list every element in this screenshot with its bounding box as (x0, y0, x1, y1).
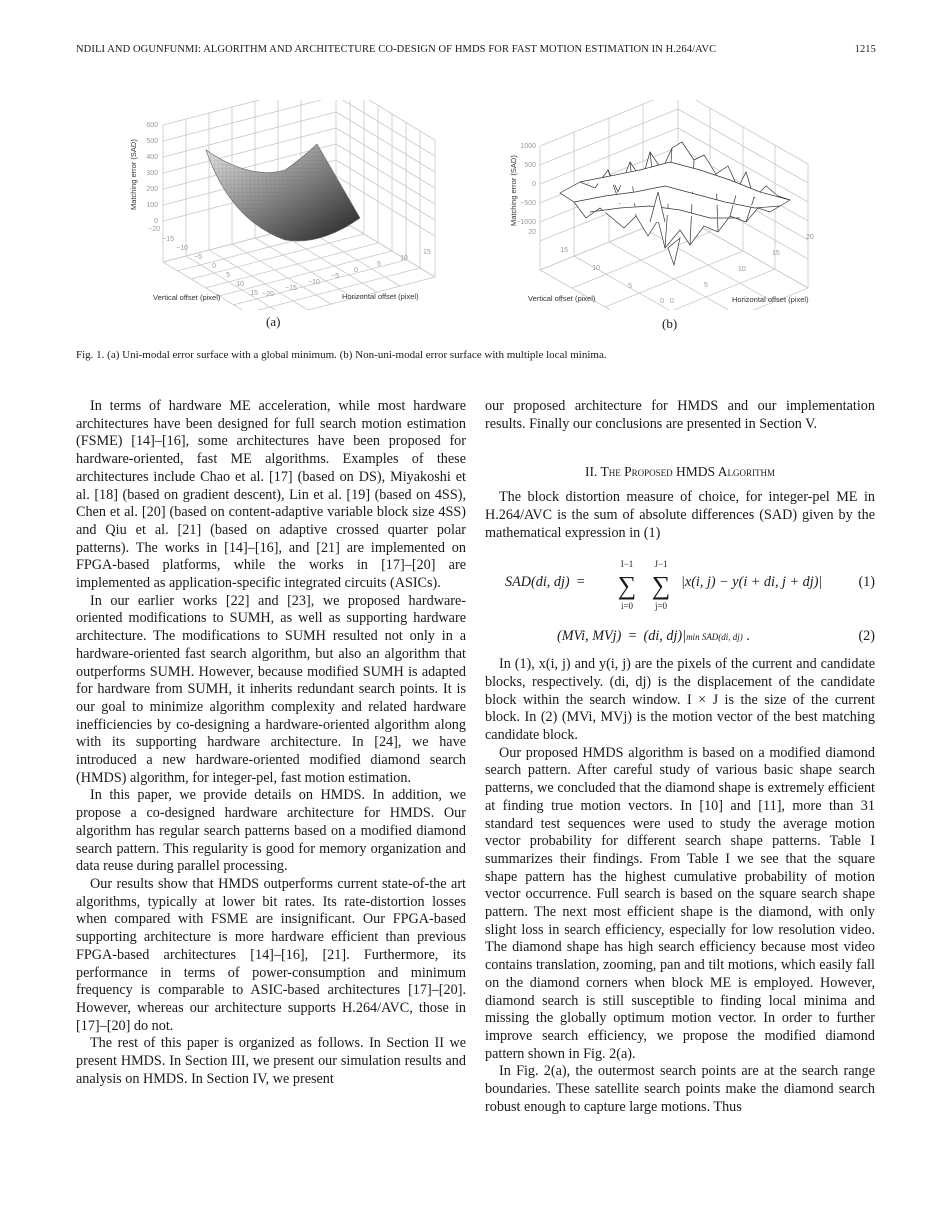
unimodal-surface-chart (110, 100, 450, 310)
svg-text:−1000: −1000 (516, 219, 536, 226)
svg-text:200: 200 (146, 186, 158, 193)
svg-text:5: 5 (377, 261, 381, 268)
svg-text:−10: −10 (308, 279, 320, 286)
svg-text:−20: −20 (148, 226, 160, 233)
paragraph: In terms of hardware ME acceleration, while most hardware architectures have been designed for full search motion estimation (FSME) [14]–[16], some architectures have been proposed for hardware-oriented, fast ME algorithms. Examples of these architectures include Chao et al. [17] (based on DS), Miyakoshi et al. [18] (based on gradient descent), Lin et al. [19] (based on 4SS), Chen et al. [20] (based on content-adaptive variable block size 4SS) and Qiu et al. [21] (based on adaptive crossed quarter polar patterns). The works in [14]–[16], and [21] are implemented on FPGA-based platforms, while the works in [17]–[20] are implemented as application-specific integrated circuits (ASICs). (76, 398, 466, 592)
section-heading: II. The Proposed HMDS Algorithm (585, 464, 775, 480)
paragraph: The rest of this paper is organized as follows. In Section II we present HMDS. In Section III, we present our simulation results and analysis on HMDS. In Section IV, we present (76, 1035, 466, 1087)
left-column (76, 398, 466, 1088)
svg-text:500: 500 (146, 138, 158, 145)
figure-caption: Fig. 1. (a) Uni-modal error surface with a global minimum. (b) Non-uni-modal error surface with multiple local minima. (76, 349, 607, 361)
paragraph: In this paper, we provide details on HMDS. In addition, we propose a co-designed hardware architecture for HMDS. Our algorithm has regular search patterns based on a modified diamond search pattern. This regularity is good for memory organization and data reuse during parallel processing. (76, 787, 466, 875)
horizontal-offset-label: Horizontal offset (pixel) (342, 292, 419, 301)
svg-text:5: 5 (226, 272, 230, 279)
z-axis-label: Matching error (SAD) (129, 139, 138, 210)
svg-text:−15: −15 (285, 285, 297, 292)
paragraph: In (1), x(i, j) and y(i, j) are the pixels of the current and candidate blocks, respectively. (di, dj) is the displacement of the candidate block within the search window. I × J is the size of the current block. In (2) (MVi, MVj) is the motion vector of the best matching candidate block. (485, 656, 875, 744)
svg-text:500: 500 (524, 162, 536, 169)
svg-text:0: 0 (354, 267, 358, 274)
svg-text:5: 5 (704, 282, 708, 289)
svg-text:300: 300 (146, 170, 158, 177)
equation-1: SAD(di, dj) = I−1 ∑ i=0 J−1 ∑ j=0 |x(i, j) − y(i + di, j + dj)| (1) (505, 559, 875, 611)
svg-text:15: 15 (250, 290, 258, 297)
paragraph: In Fig. 2(a), the outermost search points are at the search range boundaries. These satellite search points make the diamond search robust enough to capture large motions. Thus (485, 1063, 875, 1115)
svg-text:20: 20 (806, 234, 814, 241)
vertical-offset-label: Vertical offset (pixel) (153, 293, 221, 302)
svg-text:20: 20 (528, 229, 536, 236)
svg-text:400: 400 (146, 154, 158, 161)
equation-2: (MVi, MVj) = (di, dj)|min SAD(di, dj) . (2) (557, 628, 875, 645)
panel-b-label: (b) (662, 316, 678, 331)
svg-text:0: 0 (532, 181, 536, 188)
paragraph: Our results show that HMDS outperforms current state-of-the art algorithms, typically at lower bit rates. Its rate-distortion losses when compared with FSME are insignificant. Our FPGA-based supporting architecture is more hardware efficient than previous FPGA-based architectures [14]–[16], [21]. Furthermore, its performance in terms of power-consumption and minimum frequency is comparable to ASIC-based architectures [17]–[20]. However, whereas our architecture supports H.264/AVC, those in [17]–[20] do not. (76, 875, 466, 1034)
svg-text:10: 10 (236, 281, 244, 288)
svg-text:0: 0 (212, 263, 216, 270)
svg-text:10: 10 (400, 255, 408, 262)
paragraph: Our proposed HMDS algorithm is based on a modified diamond search pattern. After careful study of various basic shape search patterns, we concluded that the diamond shape is extremely efficient at finding true motion vectors. In [10] and [11], more than 31 standard test sequences were used to study the average motion vector probability for different search shape patterns. Table I summarizes their findings. From Table I we see that the square shape pattern has the highest cumulative probability of motion vector occurrence. Full search is based on the square search shape pattern. The next most efficient shape is the diamond, with only slight loss in search efficiency, especially for low resolution video. The diamond shape has high search efficiency because most video contains translation, zooming, pan and tilt motions, which easily fall on the diamond corners when block ME is employed. However, diamond search is still susceptible to finding local minima and missing the globally optimum motion vector. In order to further improve search efficiency, we propose the modified diamond pattern shown in Fig. 2(a). (485, 744, 875, 1062)
panel-a-label: (a) (266, 314, 281, 329)
svg-text:−500: −500 (520, 200, 536, 207)
running-header (76, 44, 876, 55)
svg-text:−15: −15 (162, 236, 174, 243)
vertical-offset-label: Vertical offset (pixel) (528, 294, 596, 303)
figure-1a-surface-plot (110, 100, 450, 329)
svg-text:10: 10 (738, 266, 746, 273)
svg-text:1000: 1000 (520, 143, 536, 150)
running-title: NDILI AND OGUNFUNMI: ALGORITHM AND ARCHITECTURE CO-DESIGN OF HMDS FOR FAST MOTION ESTIMATION IN H.264/AVC (76, 44, 717, 55)
svg-text:0: 0 (660, 298, 664, 305)
page-number: 1215 (854, 44, 876, 55)
surface-mesh (560, 142, 790, 265)
svg-text:−10: −10 (176, 245, 188, 252)
horizontal-offset-label: Horizontal offset (pixel) (732, 295, 809, 304)
z-axis-label: Matching error (SAD) (509, 155, 518, 226)
multimodal-surface-chart (490, 100, 840, 310)
svg-text:0: 0 (670, 298, 674, 305)
svg-text:15: 15 (423, 249, 431, 256)
svg-text:600: 600 (146, 122, 158, 129)
svg-text:0: 0 (154, 218, 158, 225)
svg-text:15: 15 (560, 247, 568, 254)
paragraph: The block distortion measure of choice, for integer-pel ME in H.264/AVC is the sum of absolute differences (SAD) given by the mathematical expression in (1) (485, 489, 875, 541)
figure-1b-surface-plot (490, 100, 840, 331)
svg-text:−5: −5 (194, 254, 202, 261)
svg-text:100: 100 (146, 202, 158, 209)
svg-text:15: 15 (772, 250, 780, 257)
paragraph-continuation: our proposed architecture for HMDS and our implementation results. Finally our conclusions are presented in Section V. (485, 398, 875, 432)
paragraph: In our earlier works [22] and [23], we proposed hardware-oriented modifications to SUMH, as well as supporting hardware architecture. The modifications to SUMH resulted not only in a hardware-oriented fast search algorithm, but also an algorithm that outperforms SUMH. However, because modified SUMH is adapted for hardware from SUMH, it inherits redundant search points. It is our goal to minimize algorithm complexity and related hardware inefficiencies by co-designing a hardware-oriented algorithm along with its supporting hardware architecture. In [24], we have introduced a new hardware-oriented modified diamond search (HMDS) algorithm, for integer-pel, fast motion estimation. (76, 592, 466, 786)
svg-text:10: 10 (592, 265, 600, 272)
svg-text:−20: −20 (262, 291, 274, 298)
right-column (485, 398, 875, 1117)
svg-text:−5: −5 (331, 273, 339, 280)
svg-text:5: 5 (628, 283, 632, 290)
